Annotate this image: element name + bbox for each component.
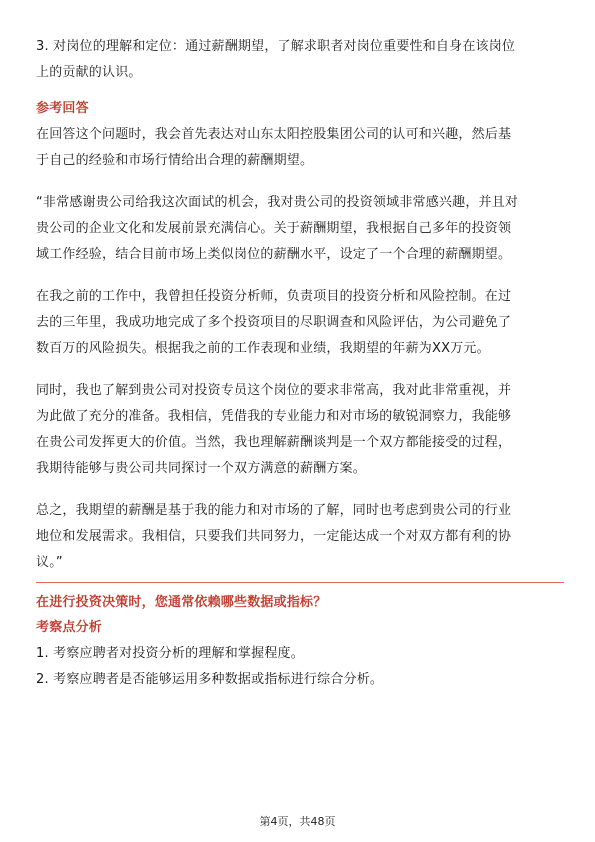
answer-paragraph-2 (36, 190, 564, 268)
list-item: 1. 考察应聘者对投资分析的理解和掌握程度。 (36, 646, 304, 661)
page-number-footer: 第4页，共48页 (259, 815, 336, 828)
text-line: 议。” (36, 555, 63, 570)
text-line: 去的三年里，我成功地完成了多个投资项目的尽职调查和风险评估，为公司避免了 (36, 315, 512, 330)
answer-paragraph-1 (36, 122, 564, 174)
text-line: 我期待能够与贵公司共同探讨一个双方满意的薪酬方案。 (36, 461, 367, 476)
answer-paragraph-4 (36, 378, 564, 482)
text-line: 数百万的风险损失。根据我之前的工作表现和业绩，我期望的年薪为XX万元。 (36, 341, 490, 356)
text-line: 在贵公司发挥更大的价值。当然，我也理解薪酬谈判是一个双方都能接受的过程， (36, 435, 512, 450)
text-line: 总之，我期望的薪酬是基于我的能力和对市场的了解，同时也考虑到贵公司的行业 (36, 503, 512, 518)
analysis-list (36, 641, 564, 693)
reference-answer-heading: 参考回答 (36, 101, 89, 116)
analysis-heading: 考察点分析 (36, 620, 103, 635)
point-3-paragraph (36, 34, 564, 86)
text-line: 上的贡献的认识。 (36, 65, 142, 80)
text-line: 地位和发展需求。我相信，只要我们共同努力，一定能达成一个对双方都有利的协 (36, 529, 512, 544)
text-line: “非常感谢贵公司给我这次面试的机会，我对贵公司的投资领域非常感兴趣，并且对 (36, 195, 519, 210)
text-line: 域工作经验，结合目前市场上类似岗位的薪酬水平，设定了一个合理的薪酬期望。 (36, 247, 512, 262)
text-line: 在回答这个问题时，我会首先表达对山东太阳控股集团公司的认可和兴趣，然后基 (36, 127, 512, 142)
page-content (36, 34, 564, 693)
text-line: 于自己的经验和市场行情给出合理的薪酬期望。 (36, 153, 314, 168)
text-line: 3. 对岗位的理解和定位：通过薪酬期望，了解求职者对岗位重要性和自身在该岗位 (36, 39, 516, 54)
list-item: 2. 考察应聘者是否能够运用多种数据或指标进行综合分析。 (36, 672, 384, 687)
answer-paragraph-3 (36, 284, 564, 362)
text-line: 贵公司的企业文化和发展前景充满信心。关于薪酬期望，我根据自己多年的投资领 (36, 221, 512, 236)
section-divider (36, 582, 564, 583)
answer-paragraph-5 (36, 498, 564, 576)
text-line: 在我之前的工作中，我曾担任投资分析师，负责项目的投资分析和风险控制。在过 (36, 289, 512, 304)
text-line: 为此做了充分的准备。我相信，凭借我的专业能力和对市场的敏锐洞察力，我能够 (36, 409, 512, 424)
next-question-title: 在进行投资决策时，您通常依赖哪些数据或指标？ (36, 595, 327, 610)
text-line: 同时，我也了解到贵公司对投资专员这个岗位的要求非常高，我对此非常重视，并 (36, 383, 512, 398)
